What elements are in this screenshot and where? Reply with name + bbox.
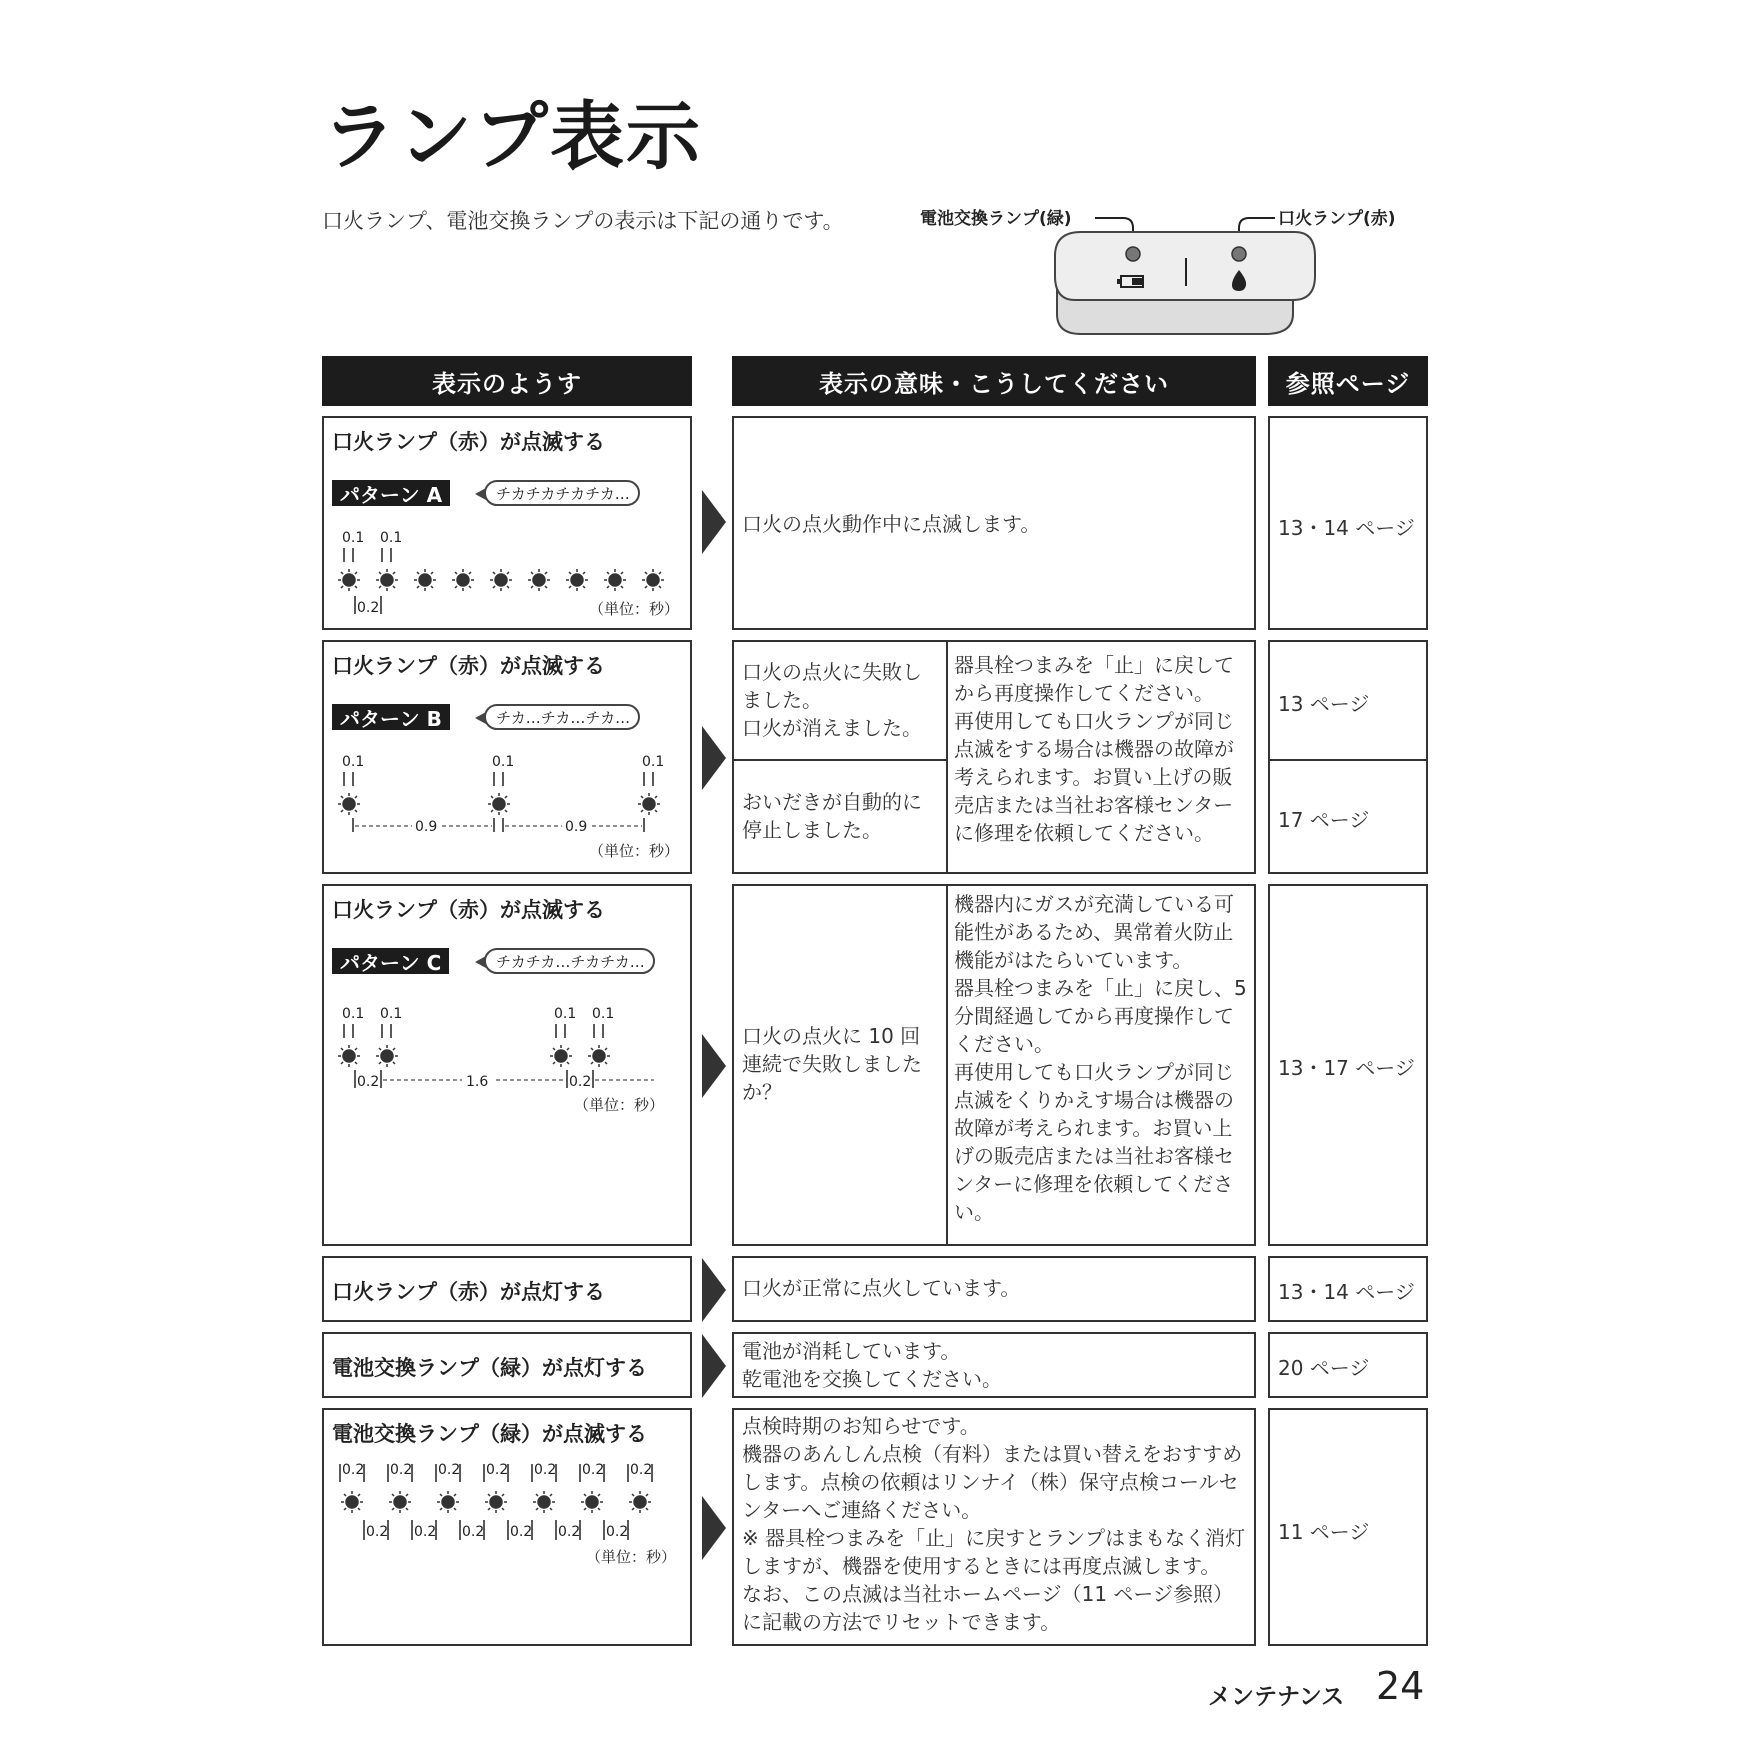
row-2-arrow (702, 726, 726, 790)
pilot-lamp-icon (1232, 247, 1246, 261)
svg-text:0.2: 0.2 (558, 1524, 581, 1540)
header-meaning: 表示の意味・こうしてください (732, 356, 1256, 406)
svg-text:0.2: 0.2 (510, 1524, 533, 1540)
row-2-ref-a: 13 ページ (1278, 692, 1370, 716)
row-3-meaning: 口火の点火に 10 回連続で失敗しましたか？ (742, 1024, 922, 1104)
row-3-ref-box (1268, 884, 1428, 1246)
pilot-lamp-label: 口火ランプ(赤) (1278, 209, 1396, 229)
row-3-title: 口火ランプ（赤）が点滅する (332, 898, 605, 922)
row-5-arrow (702, 1334, 726, 1398)
svg-text:0.2: 0.2 (486, 1462, 509, 1478)
row-1-pattern: パターン A (332, 480, 450, 506)
row-3-action: 機器内にガスが充満している可能性があるため、異常着火防止機能がはたらいています。 器具栓つまみを「止」に戻し、5 分間経過してから再度操作してください。 再使用しても口火ランプが同じ点滅をくりかえす場合は機器の故障が考えられます。お買い上げの販売店または当社お客様センターに修理を依頼してください。 (954, 892, 1247, 1224)
svg-text:0.2: 0.2 (414, 1524, 437, 1540)
svg-text:0.1: 0.1 (380, 530, 403, 546)
row-4-arrow (702, 1258, 726, 1322)
svg-text:（単位：秒）: （単位：秒） (586, 1548, 677, 1566)
svg-text:0.1: 0.1 (554, 1006, 577, 1022)
svg-text:0.1: 0.1 (380, 1006, 403, 1022)
header-display: 表示のようす (322, 356, 692, 406)
svg-text:0.2: 0.2 (438, 1462, 461, 1478)
svg-text:0.1: 0.1 (342, 1006, 365, 1022)
row-6-meaning: 点検時期のお知らせです。 機器のあんしん点検（有料）または買い替えをおすすめします。点検の依頼はリンナイ（株）保守点検コールセンターへご連絡ください。 ※ 器具栓つまみを「止」に戻すとランプはまもなく消灯しますが、機器を使用するときには再度点滅します。 なお、この点滅は当社ホームページ（11 ページ参照）に記載の方法でリセットできます。 (742, 1414, 1246, 1634)
svg-text:（単位：秒）: （単位：秒） (589, 600, 680, 618)
row-2-pattern: パターン B (332, 704, 450, 730)
svg-text:0.2: 0.2 (342, 1462, 365, 1478)
row-2-ref-box (1268, 640, 1428, 874)
row-1-title: 口火ランプ（赤）が点滅する (332, 430, 605, 454)
battery-lamp-label: 電池交換ランプ(緑) (920, 209, 1072, 229)
row-6-display (322, 1408, 692, 1646)
svg-text:0.2: 0.2 (630, 1462, 653, 1478)
row-4-title: 口火ランプ（赤）が点灯する (332, 1280, 605, 1304)
svg-text:0.2: 0.2 (357, 1074, 380, 1090)
svg-text:1.6: 1.6 (466, 1074, 489, 1090)
row-6-arrow (702, 1496, 726, 1560)
row-1-meaning-box (732, 416, 1256, 630)
row-6-ref: 11 ページ (1278, 1520, 1370, 1544)
row-5-title: 電池交換ランプ（緑）が点灯する (332, 1356, 647, 1380)
svg-text:（単位：秒）: （単位：秒） (589, 842, 680, 860)
svg-text:0.2: 0.2 (390, 1462, 413, 1478)
row-1-ref-box (1268, 416, 1428, 630)
row-4-ref-box (1268, 1256, 1428, 1322)
svg-text:0.1: 0.1 (492, 754, 515, 770)
row-5-ref: 20 ページ (1278, 1356, 1370, 1380)
row-1-bubble: チカチカチカチカ… (484, 480, 640, 506)
row-3-pattern: パターン C (332, 948, 449, 974)
svg-text:0.2: 0.2 (366, 1524, 389, 1540)
row-1-blink-diagram (324, 524, 690, 628)
svg-text:0.9: 0.9 (565, 819, 588, 835)
row-4-ref: 13・14 ページ (1278, 1280, 1415, 1304)
row-3-ref: 13・17 ページ (1278, 1056, 1415, 1080)
svg-text:0.1: 0.1 (342, 530, 365, 546)
row-5-ref-box (1268, 1332, 1428, 1398)
footer-section: メンテナンス (1208, 1684, 1345, 1710)
page-number: 24 (1376, 1664, 1425, 1708)
row-4-meaning-box (732, 1256, 1256, 1322)
row-1-meaning: 口火の点火動作中に点滅します。 (742, 512, 1041, 536)
row-2-meaning-box (732, 640, 1256, 874)
svg-text:0.2: 0.2 (357, 600, 380, 616)
svg-text:0.2: 0.2 (462, 1524, 485, 1540)
row-6-title: 電池交換ランプ（緑）が点滅する (332, 1422, 647, 1446)
row-3-blink-diagram (324, 1000, 690, 1124)
row-5-display (322, 1332, 692, 1398)
row-4-meaning: 口火が正常に点火しています。 (742, 1276, 1021, 1300)
row-3-display (322, 884, 692, 1246)
row-5-meaning: 電池が消耗しています。 乾電池を交換してください。 (742, 1339, 1002, 1391)
svg-text:0.1: 0.1 (592, 1006, 615, 1022)
row-3-meaning-box (732, 884, 1256, 1246)
row-6-meaning-box (732, 1408, 1256, 1646)
svg-text:0.2: 0.2 (606, 1524, 629, 1540)
battery-lamp-icon (1126, 247, 1140, 261)
row-6-blink-diagram (324, 1456, 690, 1586)
svg-text:0.1: 0.1 (342, 754, 365, 770)
row-2-display (322, 640, 692, 874)
svg-text:0.2: 0.2 (582, 1462, 605, 1478)
header-ref: 参照ページ (1268, 356, 1428, 406)
svg-text:0.9: 0.9 (415, 819, 438, 835)
row-2-bubble: チカ…チカ…チカ… (484, 704, 640, 730)
row-5-meaning-box (732, 1332, 1256, 1398)
svg-text:0.2: 0.2 (569, 1074, 592, 1090)
intro-text: 口火ランプ、電池交換ランプの表示は下記の通りです。 (322, 209, 844, 233)
row-2-meaning-b: おいだきが自動的に停止しました。 (742, 790, 922, 842)
row-2-blink-diagram (324, 748, 690, 872)
lamp-panel-illustration (905, 196, 1425, 336)
svg-text:0.1: 0.1 (642, 754, 665, 770)
svg-text:（単位：秒）: （単位：秒） (574, 1096, 665, 1114)
row-1-ref: 13・14 ページ (1278, 516, 1415, 540)
page-title: ランプ表示 (322, 94, 702, 180)
row-2-title: 口火ランプ（赤）が点滅する (332, 654, 605, 678)
row-2-ref-b: 17 ページ (1278, 808, 1370, 832)
row-2-meaning-a: 口火の点火に失敗しました。 口火が消えました。 (742, 660, 922, 740)
row-1-display (322, 416, 692, 630)
row-1-arrow (702, 490, 726, 554)
row-2-action: 器具栓つまみを「止」に戻してから再度操作してください。 再使用しても口火ランプが同じ点滅をする場合は機器の故障が考えられます。お買い上げの販売店または当社お客様センターに修理を依頼してください。 (954, 653, 1234, 845)
row-3-arrow (702, 1034, 726, 1098)
row-3-bubble: チカチカ…チカチカ… (484, 948, 655, 974)
row-4-display (322, 1256, 692, 1322)
row-6-ref-box (1268, 1408, 1428, 1646)
svg-text:0.2: 0.2 (534, 1462, 557, 1478)
